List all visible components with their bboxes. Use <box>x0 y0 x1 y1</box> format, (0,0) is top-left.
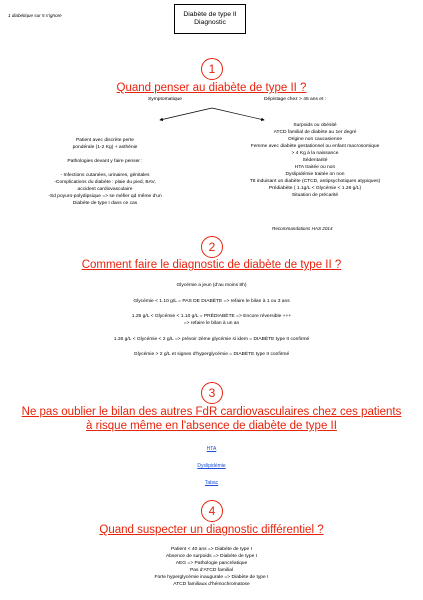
screening-line: Sédentarité <box>302 157 328 163</box>
screening-line: Femme avec diabète gestationnel ou enfant macrosomique <box>250 143 380 149</box>
prediabetes-line: 1.25 g/L < Glycémie < 1.10 g/L = PRÉDIABÈTE => Encore réversible +++ <box>131 314 292 319</box>
symptomatic-label: Symptomatique <box>148 97 182 102</box>
top-note: 1 diabétique sur 5 s'ignore <box>8 13 62 18</box>
section-2-number-circle: 2 <box>201 236 223 258</box>
symptomatic-line: Patient avec discrète perte <box>76 138 134 143</box>
screening-line: Ttt induisant un diabète (CTCD, antipsychotiques atypiques) <box>249 178 381 184</box>
screening-line: Dyslipidémie traitée on non <box>285 171 345 177</box>
screening-line: ATCD familial de diabète au 1er degré <box>273 129 357 135</box>
section-4-number-circle: 4 <box>201 500 223 522</box>
screening-line: Prédiabète ( 1.1g/L < Glycémie < 1.26 g/L) <box>268 185 362 191</box>
link-hta[interactable]: HTA <box>206 446 217 452</box>
link-dyslipidemie[interactable]: Dyslipidémie <box>197 463 226 469</box>
symptomatic-line: Pathologies devant y faire penser : <box>67 158 143 164</box>
screening-line: Surpoids ou obésité <box>293 123 337 128</box>
section-2-heading: Comment faire le diagnostic de diabète de type II ? <box>81 259 342 271</box>
confirmed-diabetes-line: Glycémie > 2 g/L et signes d'hyperglycémie = DIABÈTE type II confirmé <box>133 352 290 357</box>
differential-line: AEG => Pathologie pancréatique <box>175 560 248 566</box>
section-3-heading <box>0 405 423 434</box>
screening-label: Dépistage chez > 45 ans et : <box>263 97 327 102</box>
differential-line: Absence de surpoids => Diabète de type I <box>165 553 258 559</box>
screening-line: Origine non caucasienne <box>287 136 343 142</box>
section-3-heading-line-2: à risque même en l'absence de diabète de type II <box>86 420 337 433</box>
screening-line: Situation de précarité <box>291 192 339 198</box>
title-line-1: Diabète de type II <box>183 10 237 18</box>
section-1-number-circle: 1 <box>201 58 223 80</box>
section-3-number-circle: 3 <box>201 382 223 404</box>
fasting-glucose-line: Glycémie a jeun (d'au moins 8h) <box>176 283 247 288</box>
symptomatic-line: -Sd poyuro-polydipsique => se méfier qd même d'un <box>48 193 162 199</box>
differential-line: Pas d'ATCD familial <box>190 567 233 573</box>
prediabetes-followup-line: => refaire le bilan à un an <box>183 321 240 326</box>
title-line-2: Diagnostic <box>194 19 226 26</box>
arrow-left <box>160 108 212 120</box>
recommendation-note: Recommandations HAS 2014 <box>272 226 333 231</box>
no-diabetes-line: Glycémie < 1.10 g/L = PAS DE DIABÈTE => refaire le bilan à 1 ou 3 ans <box>133 299 290 304</box>
arrow-right <box>212 108 264 120</box>
differential-list <box>0 547 423 589</box>
symptomatic-line: - Infections cutanées, urinaires, génitales <box>60 172 150 178</box>
section-4-heading: Quand suspecter un diagnostic différentiel ? <box>99 524 324 536</box>
symptomatic-line: Diabète de type I dans ce cas <box>72 200 138 206</box>
differential-line: ATCD familiaux d'hémochromatose <box>173 581 250 587</box>
screening-list <box>215 123 415 199</box>
differential-line: Patient < 40 ans => Diabète de type I <box>171 547 252 552</box>
symptomatic-list <box>20 138 190 208</box>
link-tabac[interactable]: Tabac <box>204 480 219 486</box>
confirm-second-glucose-line: 1.26 g/L < Glycémie < 2 g/L => prévoir 2ème glycémie si idem = DIABÈTE type II confirmé <box>113 337 310 342</box>
section-1-heading: Quand penser au diabète de type II ? <box>116 82 307 94</box>
screening-line: HTA traitée ou non <box>294 164 336 170</box>
symptomatic-line: accident cardiovasculaire <box>77 186 133 192</box>
symptomatic-line: pondérale (1-2 Kg) + asthénie <box>72 144 138 150</box>
screening-line: > 4 Kg à la naissance <box>291 150 339 156</box>
differential-line: Forte hyperglycémie inaugurale => Diabète de type I <box>154 574 269 580</box>
symptomatic-line: -Complications du diabète : plaie du pied, BAV, <box>54 179 156 185</box>
section-3-heading-line-1: Ne pas oublier le bilan des autres FdR cardiovasculaires chez ces patients <box>21 406 402 418</box>
